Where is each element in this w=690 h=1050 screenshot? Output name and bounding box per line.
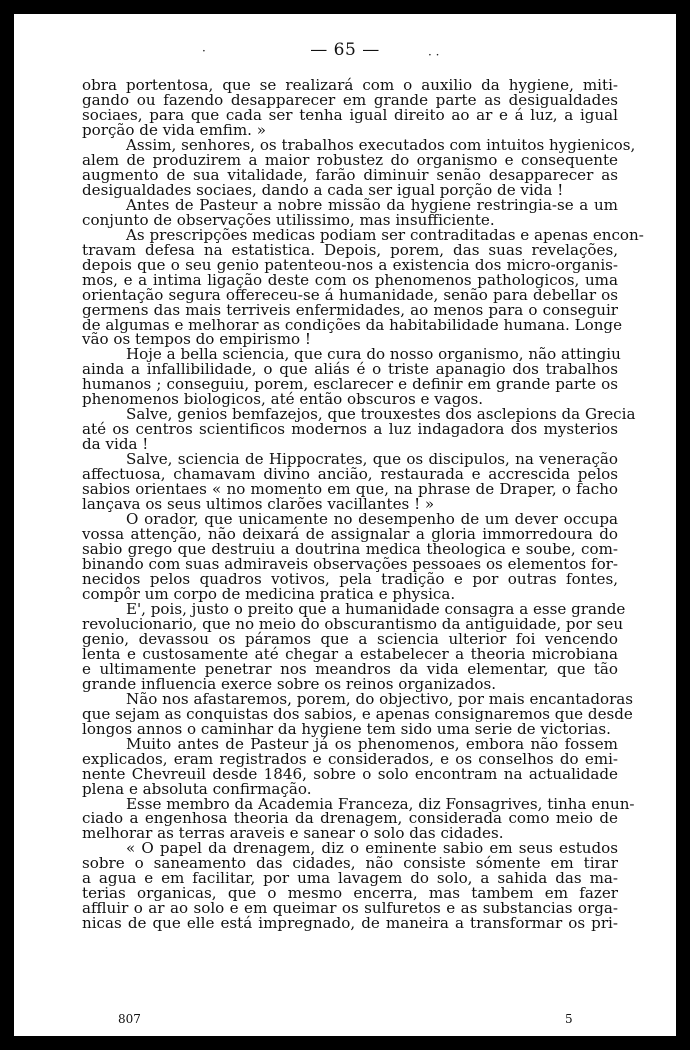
print-speck: · <box>202 44 206 58</box>
text-line: de algumas e melhorar as condições da habitabilidade humana. Longe <box>82 315 623 334</box>
text-line: Não nos afastaremos, porem, do objectivo, por mais encantadoras <box>126 689 634 708</box>
text-line: que sejam as conquistas dos sabios, e apenas consignaremos que desde <box>82 704 633 723</box>
text-line: genio, devassou os páramos que a sciencia ulterior foi vencendo <box>82 629 618 648</box>
text-line: depois que o seu genio patenteou-nos a existencia dos micro-organis- <box>82 255 618 274</box>
text-line: O orador, que unicamente no desempenho de um dever occupa <box>126 510 618 529</box>
text-line: Esse membro da Academia Franceza, diz Fonsagrives, tinha enun- <box>126 794 635 813</box>
text-line: vão os tempos do empirismo ! <box>82 330 311 349</box>
text-line: a agua e em facilitar, por uma lavagem do solo, a sahida das ma- <box>82 869 618 888</box>
book-page <box>14 14 676 1036</box>
text-line: porção de vida emfim. » <box>82 120 266 139</box>
text-line: « O papel da drenagem, diz o eminente sabio em seus estudos <box>126 839 618 858</box>
text-line: alem de produzirem a maior robustez do organismo e consequente <box>82 150 618 169</box>
text-line: desigualdades sociaes, dando a cada ser igual porção de vida ! <box>82 180 564 199</box>
text-line: nente Chevreuil desde 1846, sobre o solo encontram na actualidade <box>82 764 618 783</box>
text-line: sobre o saneamento das cidades, não consiste sómente em tirar <box>82 854 618 873</box>
text-line: travam defesa na estatistica. Depois, porem, das suas revelações, <box>82 240 618 259</box>
text-line: e ultimamente penetrar nos meandros da vida elementar, que tão <box>82 659 618 678</box>
text-line: mos, e a intima ligação deste com os phenomenos pathologicos, uma <box>82 270 618 289</box>
text-line: gando ou fazendo desapparecer em grande parte as desigualdades <box>82 90 618 109</box>
text-line: grande influencia exerce sobre os reinos organizados. <box>82 674 496 693</box>
text-line: melhorar as terras araveis e sanear o solo das cidades. <box>82 824 504 843</box>
text-line: orientação segura offereceu-se á humanidade, senão para debellar os <box>82 285 618 304</box>
text-line: Hoje a bella sciencia, que cura do nosso organismo, não attingiu <box>126 345 621 364</box>
signature-mark: 807 <box>118 1012 141 1026</box>
text-line: conjunto de observações utilissimo, mas insufficiente. <box>82 210 495 229</box>
text-line: explicados, eram registrados e considerados, e os conselhos do emi- <box>82 749 618 768</box>
text-line: necidos pelos quadros votivos, pela tradição e por outras fontes, <box>82 569 618 588</box>
text-line: terias organicas, que o mesmo encerra, mas tambem em fazer <box>82 884 618 903</box>
text-line: vossa attenção, não deixará de assignalar a gloria immorredoura do <box>82 525 618 544</box>
text-line: compôr um corpo de medicina pratica e physica. <box>82 584 456 603</box>
text-line: Muito antes de Pasteur já os phenomenos, embora não fossem <box>126 734 618 753</box>
text-line: obra portentosa, que se realizará com o auxilio da hygiene, miti- <box>82 76 618 94</box>
page-number: — 65 — <box>310 40 380 60</box>
text-line: Salve, genios bemfazejos, que trouxestes dos asclepions da Grecia <box>126 405 636 424</box>
body-text <box>82 76 644 933</box>
text-line: affluir o ar ao solo e em queimar os sulfuretos e as substancias orga- <box>82 899 618 918</box>
text-line: germens das mais terriveis enfermidades, ao menos para o conseguir <box>82 300 618 319</box>
text-line: As prescripções medicas podiam ser contraditadas e apenas encon- <box>126 225 644 244</box>
text-line: lenta e custosamente até chegar a estabelecer a theoria microbiana <box>82 644 618 663</box>
text-line: revolucionario, que no meio do obscurantismo da antiguidade, por seu <box>82 614 624 633</box>
text-line: plena e absoluta confirmação. <box>82 779 312 798</box>
text-line: augmento de sua vitalidade, farão diminuir senão desapparecer as <box>82 165 618 184</box>
text-line: até os centros scientificos modernos a luz indagadora dos mysterios <box>82 420 618 439</box>
text-line: ainda a infallibilidade, o que aliás é o triste apanagio dos trabalhos <box>82 360 618 379</box>
text-line: affectuosa, chamavam divino ancião, restaurada e accrescida pelos <box>82 465 618 484</box>
text-line: da vida ! <box>82 435 149 454</box>
sheet-number: 5 <box>565 1012 573 1026</box>
text-line: humanos ; conseguiu, porem, esclarecer e definir em grande parte os <box>82 375 618 394</box>
text-line: Antes de Pasteur a nobre missão da hygiene restringia-se a um <box>126 195 618 214</box>
print-speck: · · <box>428 48 440 62</box>
text-line: longos annos o caminhar da hygiene tem sido uma serie de victorias. <box>82 719 611 738</box>
text-line: phenomenos biologicos, até então obscuros e vagos. <box>82 390 484 409</box>
text-line: sabio grego que destruiu a doutrina medica theologica e soube, com- <box>82 540 618 559</box>
text-line: E', pois, justo o preito que a humanidade consagra a esse grande <box>126 599 626 618</box>
text-line: Salve, sciencia de Hippocrates, que os discipulos, na veneração <box>126 450 618 469</box>
text-line: lançava os seus ultimos clarões vacillantes ! » <box>82 495 435 514</box>
text-line: sabios orientaes « no momento em que, na phrase de Draper, o facho <box>82 480 618 499</box>
text-line: Assim, senhores, os trabalhos executados com intuitos hygienicos, <box>126 135 636 154</box>
text-line: sociaes, para que cada ser tenha igual direito ao ar e á luz, a igual <box>82 105 618 124</box>
text-line: binando com suas admiraveis observações pessoaes os elementos for- <box>82 555 618 573</box>
text-line: nicas de que elle está impregnado, de maneira a transformar os pri- <box>82 914 618 933</box>
text-line: ciado a engenhosa theoria da drenagem, considerada como meio de <box>82 809 618 828</box>
